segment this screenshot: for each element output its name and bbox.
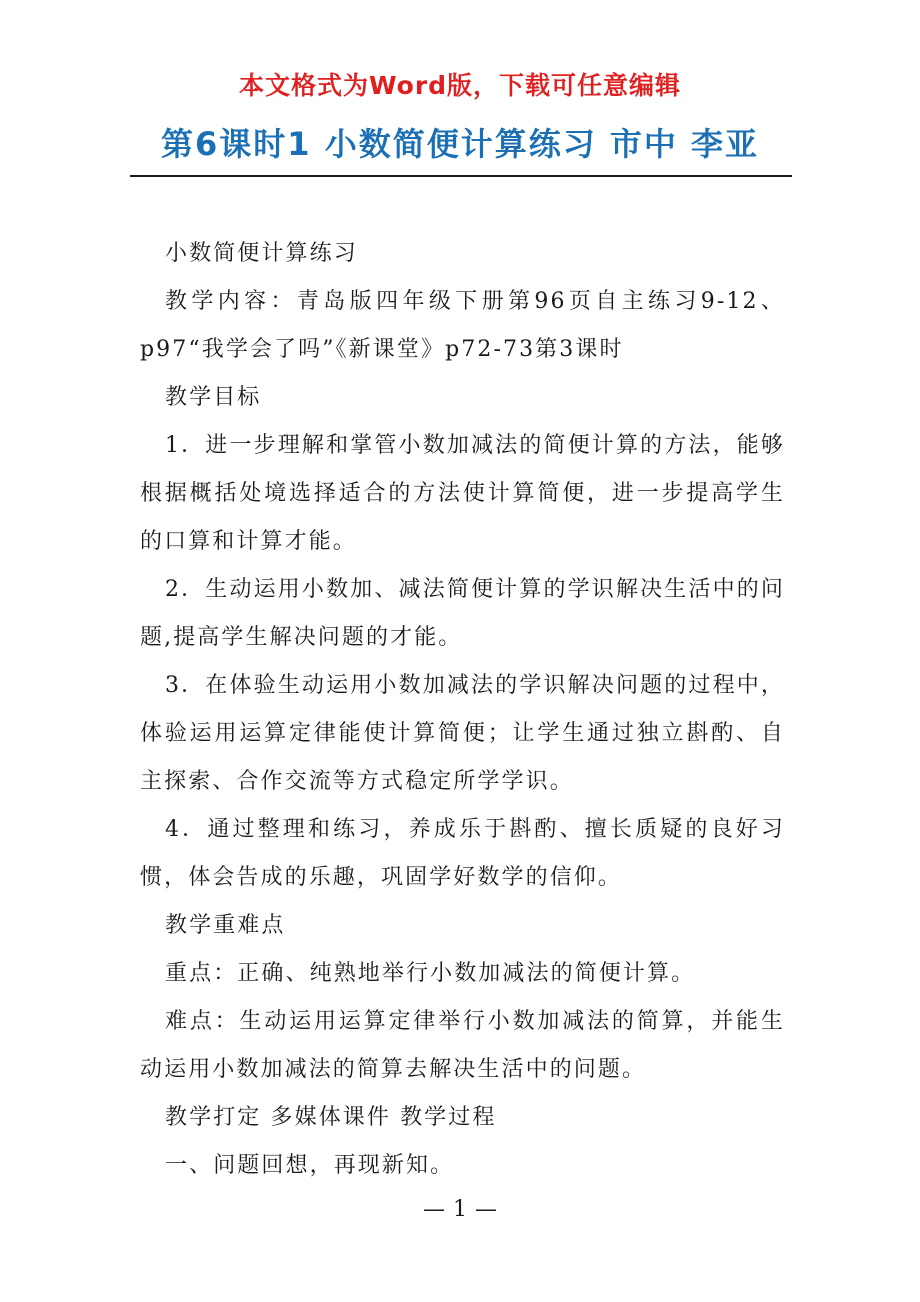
page-footer <box>0 1195 920 1225</box>
paragraph-preparation: 教学打定 多媒体课件 教学过程 <box>165 1105 497 1130</box>
paragraph-goal-2: 2．生动运用小数加、减法简便计算的学识解决生活中的问题,提高学生解决问题的才能。 <box>140 577 785 650</box>
paragraph-goal-4: 4．通过整理和练习，养成乐于斟酌、擅长质疑的良好习惯，体会告成的乐趣，巩固学好数学的信仰。 <box>140 817 785 890</box>
paragraph-goal-3: 3．在体验生动运用小数加减法的学识解决问题的过程中，体验运用运算定律能使计算简便；让学生通过独立斟酌、自主探索、合作交流等方式稳定所学学识。 <box>140 673 785 794</box>
paragraph-difficult-point: 难点：生动运用运算定律举行小数加减法的简算，并能生动运用小数加减法的简算去解决生活中的问题。 <box>140 1009 785 1082</box>
paragraph-goal-1: 1．进一步理解和掌管小数加减法的简便计算的方法，能够根据概括处境选择适合的方法使计算简便，进一步提高学生的口算和计算才能。 <box>140 433 785 554</box>
page-title: 第6课时1 小数简便计算练习 市中 李亚 <box>161 125 759 163</box>
heading-key-difficult-points: 教学重难点 <box>165 913 286 938</box>
footer-dash-left: — <box>423 1197 445 1222</box>
paragraph-teaching-content: 教学内容：青岛版四年级下册第96页自主练习9-12、p97“我学会了吗”《新课堂》p72-73第3课时 <box>140 289 785 362</box>
paragraph-key-point: 重点：正确、纯熟地举行小数加减法的简便计算。 <box>165 961 696 986</box>
footer-dash-right: — <box>475 1197 497 1222</box>
heading-teaching-goals: 教学目标 <box>165 385 262 410</box>
document-body <box>140 230 785 1190</box>
download-notice: 本文格式为Word版，下载可任意编辑 <box>238 71 682 100</box>
paragraph-subject: 小数简便计算练习 <box>165 241 358 266</box>
title-divider <box>130 175 792 177</box>
paragraph-section-1: 一、问题回想，再现新知。 <box>165 1153 455 1178</box>
page-number: 1 <box>453 1197 467 1222</box>
